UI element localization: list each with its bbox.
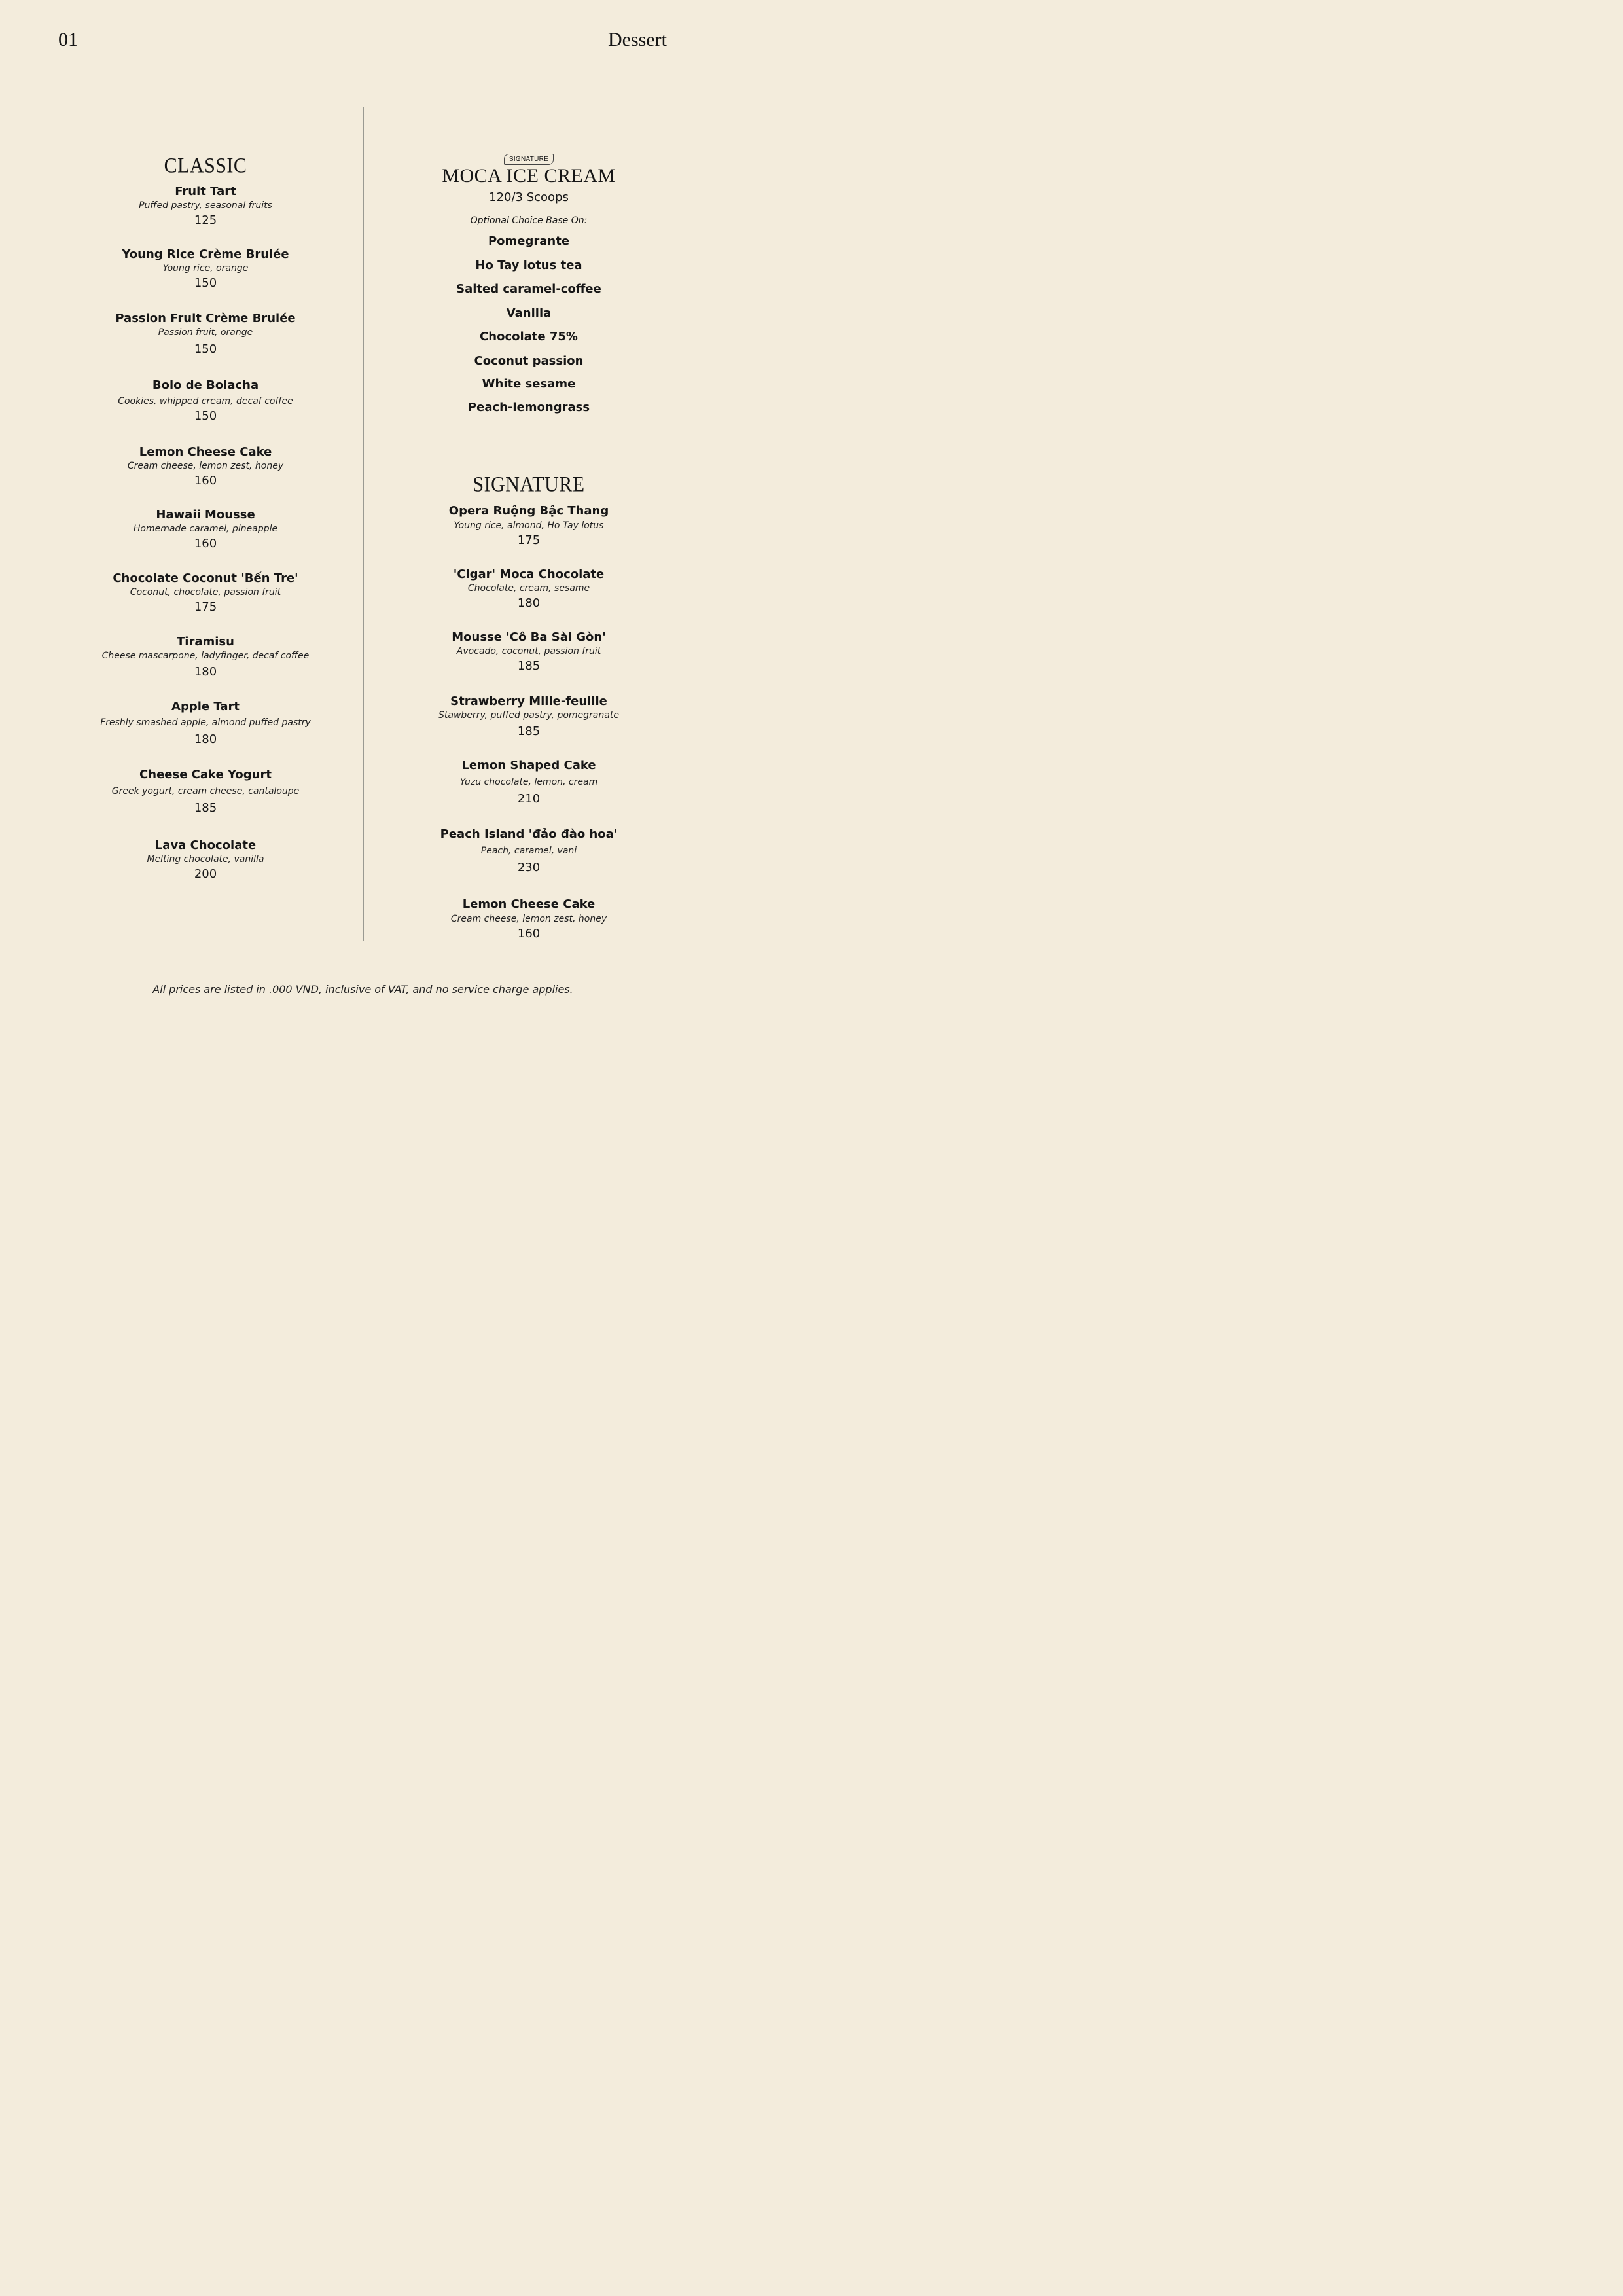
column-divider	[363, 107, 364, 941]
menu-item	[398, 694, 660, 739]
item-description: Freshly smashed apple, almond puffed pastry	[100, 717, 311, 728]
item-name: Cheese Cake Yogurt	[139, 768, 272, 781]
item-name: Lemon Shaped Cake	[461, 759, 596, 772]
item-description: Cheese mascarpone, ladyfinger, decaf coffee	[101, 651, 310, 661]
flavor-item: Chocolate 75%	[480, 330, 578, 344]
item-name: Apple Tart	[171, 700, 240, 713]
item-name: Lemon Cheese Cake	[139, 445, 272, 459]
menu-item	[398, 567, 660, 611]
menu-item	[75, 700, 336, 747]
item-name: Chocolate Coconut 'Bến Tre'	[113, 571, 298, 585]
item-price: 150	[194, 276, 217, 290]
item-description: Young rice, almond, Ho Tay lotus	[454, 520, 604, 531]
menu-item	[75, 185, 336, 228]
item-name: Passion Fruit Crème Brulée	[115, 312, 296, 325]
item-price: 160	[194, 537, 217, 550]
item-price: 150	[194, 342, 217, 356]
item-description: Peach, caramel, vani	[480, 846, 577, 856]
item-price: 175	[517, 533, 541, 547]
page-number: 01	[58, 29, 78, 50]
item-price: 180	[194, 732, 217, 746]
item-price: 185	[517, 725, 541, 738]
flavor-item: Salted caramel-coffee	[456, 282, 601, 296]
flavor-item: White sesame	[482, 377, 576, 391]
item-description: Coconut, chocolate, passion fruit	[130, 587, 281, 598]
menu-item	[398, 630, 660, 673]
classic-title: CLASSIC	[164, 154, 247, 178]
flavor-item: Peach-lemongrass	[467, 401, 590, 414]
item-name: Tiramisu	[177, 635, 234, 649]
menu-item	[75, 838, 336, 882]
menu-item	[398, 759, 660, 806]
menu-item	[398, 897, 660, 941]
menu-item	[75, 571, 336, 615]
item-description: Cookies, whipped cream, decaf coffee	[118, 396, 293, 406]
item-price: 150	[194, 409, 217, 423]
item-name: Mousse 'Cô Ba Sài Gòn'	[452, 630, 606, 644]
menu-item	[75, 508, 336, 551]
item-name: 'Cigar' Moca Chocolate	[453, 567, 605, 581]
item-price: 175	[194, 600, 217, 614]
flavor-item: Pomegrante	[488, 234, 570, 248]
item-name: Lava Chocolate	[154, 838, 257, 852]
menu-item	[75, 312, 336, 357]
item-price: 230	[517, 861, 541, 874]
menu-item	[75, 445, 336, 488]
item-description: Cream cheese, lemon zest, honey	[127, 461, 284, 471]
item-price: 185	[517, 659, 541, 673]
item-price: 180	[194, 665, 217, 679]
ice-cream-subtitle: 120/3 Scoops	[489, 190, 569, 204]
item-description: Cream cheese, lemon zest, honey	[450, 914, 607, 924]
item-price: 125	[194, 213, 217, 227]
item-name: Bolo de Bolacha	[152, 378, 259, 392]
menu-item	[398, 827, 660, 875]
signature-badge: SIGNATURE	[504, 154, 554, 165]
flavor-item: Coconut passion	[474, 354, 584, 368]
item-description: Melting chocolate, vanilla	[147, 854, 264, 865]
item-name: Fruit Tart	[175, 185, 236, 198]
item-price: 210	[517, 792, 541, 806]
item-price: 160	[517, 927, 541, 941]
item-price: 180	[517, 596, 541, 610]
page-category: Dessert	[608, 29, 667, 50]
item-price: 200	[194, 867, 217, 881]
item-name: Hawaii Mousse	[156, 508, 255, 522]
item-name: Lemon Cheese Cake	[462, 897, 596, 911]
menu-item	[75, 768, 336, 816]
item-name: Strawberry Mille-feuille	[450, 694, 607, 708]
footer-note: All prices are listed in .000 VND, inclusive of VAT, and no service charge applies.	[152, 983, 573, 996]
item-price: 160	[194, 474, 217, 488]
item-name: Young Rice Crème Brulée	[122, 247, 289, 261]
flavor-item: Ho Tay lotus tea	[475, 259, 582, 272]
menu-item	[75, 247, 336, 291]
item-name: Opera Ruộng Bậc Thang	[448, 504, 609, 518]
item-description: Yuzu chocolate, lemon, cream	[459, 777, 598, 787]
item-description: Chocolate, cream, sesame	[467, 583, 590, 594]
item-description: Greek yogurt, cream cheese, cantaloupe	[111, 786, 300, 797]
item-name: Peach Island 'đảo đào hoa'	[440, 827, 618, 841]
menu-item	[398, 504, 660, 548]
item-description: Avocado, coconut, passion fruit	[456, 646, 601, 656]
signature-title: SIGNATURE	[473, 473, 585, 497]
menu-item	[75, 635, 336, 679]
item-description: Puffed pastry, seasonal fruits	[139, 200, 272, 211]
item-description: Stawberry, puffed pastry, pomegranate	[438, 710, 619, 721]
item-description: Passion fruit, orange	[158, 327, 253, 338]
flavor-item: Vanilla	[506, 306, 552, 320]
menu-item	[75, 378, 336, 423]
item-price: 185	[194, 801, 217, 815]
ice-cream-title: MOCA ICE CREAM	[442, 165, 616, 187]
ice-cream-note: Optional Choice Base On:	[470, 215, 588, 226]
item-description: Young rice, orange	[162, 263, 249, 274]
item-description: Homemade caramel, pineapple	[133, 524, 278, 534]
